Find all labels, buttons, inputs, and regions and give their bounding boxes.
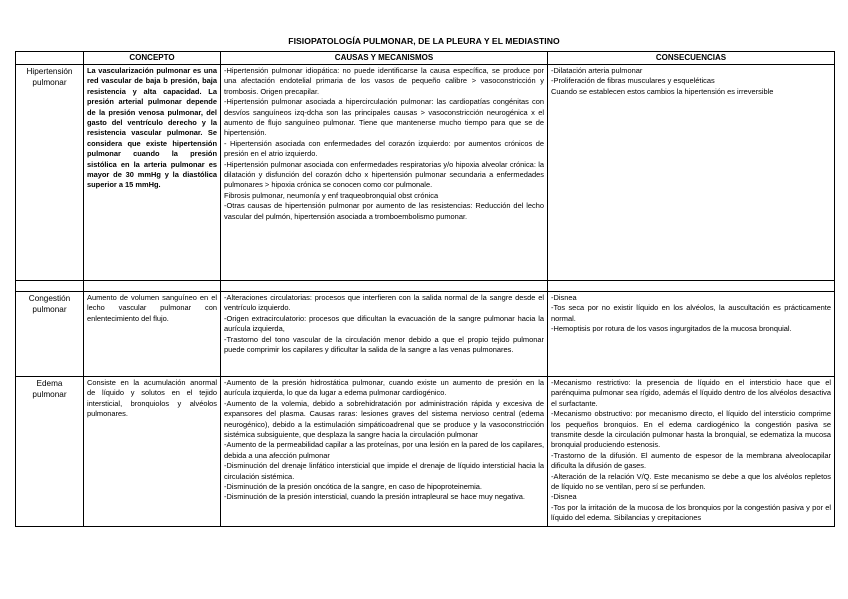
concept-cell: Aumento de volumen sanguíneo en el lecho vascular pulmonar con enlentecimiento del flujo. [84,292,221,377]
condition-cell: Congestión pulmonar [16,292,84,377]
table-row [16,65,835,281]
cause-item: -Hipertensión pulmonar asociada a hipercirculación pulmonar: las cardiopatías congénitas con desvíos sanguíneos izq-dcha son las principales causas > vasoconstricción neurogénica x el aumento de flujo sanguíneo pulmonar. Tiene que mantenerse mucho tiempo para que se de hipertensión. [224,97,544,138]
consequence-item: -Mecanismo restrictivo: la presencia de líquido en el intersticio hace que el parénquima pulmonar sea rígido, además el líquido dentro de los alvéolos desactiva el surfactante. [551,378,831,408]
consequence-item: -Trastorno de la difusión. El aumento de espesor de la membrana alveolocapilar dificulta la difusión de gases. [551,450,831,471]
cause-item: - Hipertensión asociada con enfermedades del corazón izquierdo: por aumentos crónicos de presión en el atrio izquierdo. [224,138,544,159]
concept-cell: La vascularización pulmonar es una red vascular de baja b presión, baja resistencia y alta capacidad. La presión arterial pulmonar depende de la presión venosa pulmonar, del gasto del ventrículo derecho y la resistencia vascular pulmonar. Se considera que existe hipertensión pulmonar cuando la presión sistólica en la arteria pulmonar es mayor de 30 mmHg y la diastólica superior a 15 mmHg. [84,65,221,281]
cause-item: -Disminución del drenaje linfático intersticial que impide el drenaje de líquido intersticial hacia la circulación sistémica. [224,461,544,481]
pathophysiology-table [15,51,835,527]
header-consequences: CONSECUENCIAS [548,52,835,65]
consequence-item: -Disnea [551,293,577,302]
cause-item: -Otras causas de hipertensión pulmonar por aumento de las resistencias: Reducción del lecho vascular del pulmón, hipertensión asociada a tromboembolismo pumonar. [224,201,544,221]
header-causes: CAUSAS Y MECANISMOS [221,52,548,65]
header-row [16,52,835,65]
consequences-cell [548,65,835,281]
consequence-item: -Alteración de la relación V/Q. Este mecanismo se debe a que los alvéolos repletos de líquido no se ventilan, pero sí se perfunden. [551,471,831,492]
consequences-cell [548,377,835,527]
consequence-item: -Dilatación arteria pulmonar [551,66,643,75]
table-row [16,377,835,527]
spacer-cell [221,281,548,292]
causes-cell [221,292,548,377]
condition-cell: Edema pulmonar [16,377,84,527]
cause-item: -Disminución de la presión oncótica de la sangre, en caso de hipoproteinemia. [224,482,482,492]
cause-item: -Alteraciones circulatorias: procesos que interfieren con la salida normal de la sangre desde el ventrículo izquierdo. [224,293,544,313]
cause-item: -Aumento de la presión hidrostática pulmonar, cuando existe un aumento de presión en la aurícula izquierda, lo que da lugar a edema pulmonar cardiogénico. [224,378,544,398]
consequence-item: -Disnea [551,492,577,502]
spacer-cell [548,281,835,292]
cause-item: -Hipertensión pulmonar asociada con enfermedades respiratorias y/o hipoxia alveolar crónica: la dilatación y disfunción del corazón dcho x hipertensión pulmonar secundaria a enfermedades pulmonares > hipoxia crónica se conocen como cor pulmonale. [224,159,544,190]
cause-item: -Origen extracirculatorio: procesos que dificultan la evacuación de la sangre pulmonar hacia la aurícula izquierda, [224,313,544,334]
condition-cell: Hipertensión pulmonar [16,65,84,281]
table-row [16,292,835,377]
document-title: FISIOPATOLOGÍA PULMONAR, DE LA PLEURA Y EL MEDIASTINO [288,36,560,46]
header-concept: CONCEPTO [84,52,221,65]
cause-item: -Hipertensión pulmonar idiopática: no puede identificarse la causa específica, se produce por una afectación endotelial primaria de los vasos de pequeño calibre > vasoconstricción y trombosis. Origen precapilar. [224,66,544,96]
consequences-cell [548,292,835,377]
consequence-item: -Hemoptisis por rotura de los vasos ingurgitados de la mucosa bronquial. [551,324,792,334]
causes-cell [221,65,548,281]
spacer-cell [84,281,221,292]
spacer-cell [16,281,84,292]
causes-cell [221,377,548,527]
concept-cell: Consiste en la acumulación anormal de líquido y solutos en el tejido intersticial, bronquiolos y alvéolos pulmonares. [84,377,221,527]
cause-item: -Aumento de la permeabilidad capilar a las proteínas, por una lesión en la pared de los capilares, debida a una afección pulmonar [224,440,545,460]
consequence-item: -Proliferación de fibras musculares y esqueléticas [551,76,715,86]
consequence-item: -Mecanismo obstructivo: por mecanismo directo, el líquido del intersticio comprime los pequeños bronquios. En el edema cardiogénico la congestión pasiva se transmite desde la circulación pulmonar hasta la bronquial, se edematiza la mucosa bronquial produciendo estenosis. [551,409,831,450]
cause-item: -Aumento de la volemia, debido a sobrehidratación por administración rápida y excesiva de expansores del plasma. Causas raras: lesiones graves del sistema nervioso central (edema neurogénico), debido a la estimulación simpáticoadrenal que se produce y la vasoconstricción sistémica subsiguiente, que desplaza la sangre hacia la circulación pulmonar [224,398,544,440]
cause-item: -Disminución de la presión intersticial, cuando la presión intrapleural se hace muy negativa. [224,492,525,502]
consequence-item: -Tos por la irritación de la mucosa de los bronquios por la congestión pasiva y por el líquido del edema. Sibilancias y crepitaciones [551,502,831,523]
consequence-item: -Tos seca por no existir líquido en los alvéolos, la auscultación es prácticamente normal. [551,303,831,323]
consequence-item: Cuando se establecen estos cambios la hipertensión es irreversible [551,86,774,96]
spacer-row [16,281,835,292]
header-condition [16,52,84,65]
cause-item: Fibrosis pulmonar, neumonía y enf traqueobronquial obst crónica [224,190,439,200]
cause-item: -Trastorno del tono vascular de la circulación menor debido a que el propio tejido pulmonar puede comprimir los capilares y dificultar la salida de la sangre a las venas pulmonares. [224,334,544,355]
